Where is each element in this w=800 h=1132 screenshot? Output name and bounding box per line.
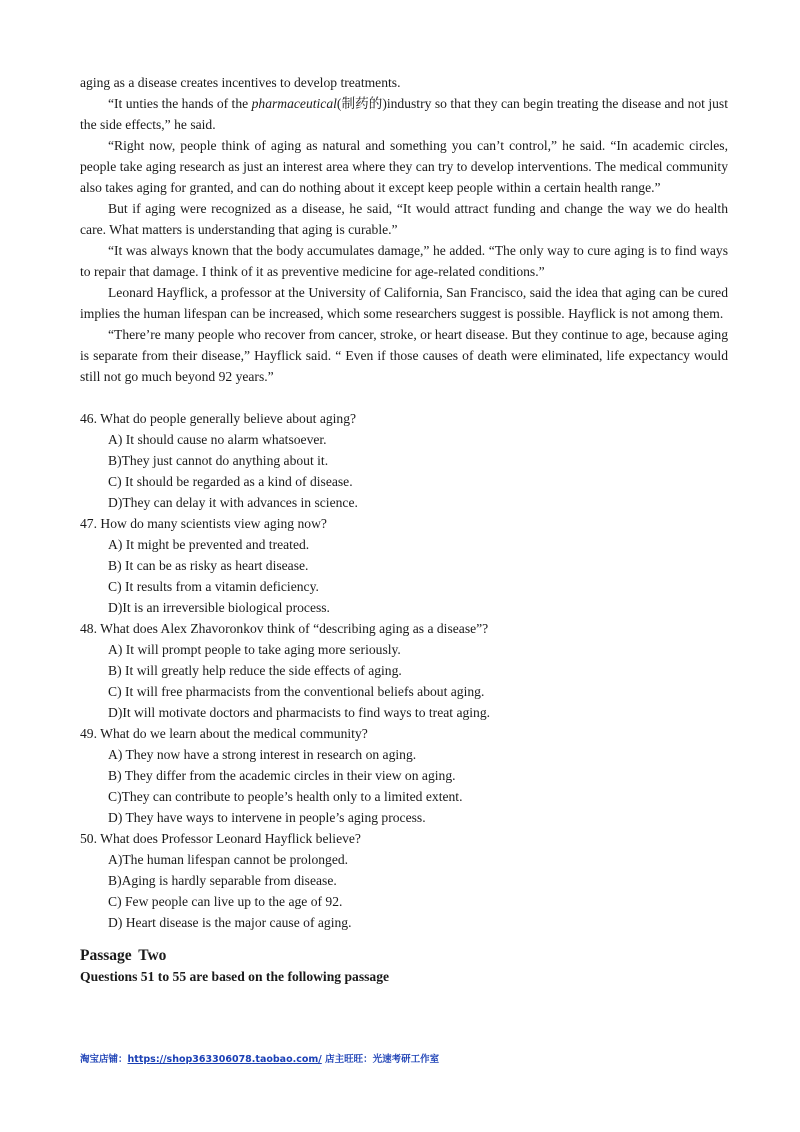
option-d: D)It is an irreversible biological process. xyxy=(108,600,330,615)
option-b: B)Aging is hardly separable from disease. xyxy=(108,873,337,888)
option-a: A)The human lifespan cannot be prolonged. xyxy=(108,852,349,867)
option-b: B) They differ from the academic circles in their view on aging. xyxy=(108,768,456,783)
option-a: A) It should cause no alarm whatsoever. xyxy=(108,432,327,447)
option-c: C)They can contribute to people’s health only to a limited extent. xyxy=(108,789,463,804)
footer-owner: 店主旺旺：光速考研工作室 xyxy=(321,1054,440,1065)
passage-paragraph-1 xyxy=(80,93,728,135)
passage-paragraph-6: “There’re many people who recover from cancer, stroke, or heart disease. But they continue to age, because aging is separate from their disease,” Hayflick said. “ Even if those causes of death were eliminated, life expectancy would still not go much beyond 92 years.” xyxy=(80,327,728,384)
passage-paragraph-4: “It was always known that the body accumulates damage,” he added. “The only way to cure aging is to find ways to repair that damage. I think of it as preventive medicine for age-related conditions.” xyxy=(80,243,728,279)
option-c: C) Few people can live up to the age of 92. xyxy=(108,894,343,909)
option-c: C) It will free pharmacists from the conventional beliefs about aging. xyxy=(108,684,485,699)
question-stem: 46. What do people generally believe about aging? xyxy=(80,411,357,426)
passage-paragraph-2: “Right now, people think of aging as natural and something you can’t control,” he said. “In academic circles, people take aging research as just an interest area where they can try to develop interventions. The medical community also takes aging for granted, and can do nothing about it except keep people within a certain health range.” xyxy=(80,138,728,195)
option-c: C) It results from a vitamin deficiency. xyxy=(108,579,319,594)
question-stem: 47. How do many scientists view aging now? xyxy=(80,516,327,531)
question-46 xyxy=(80,408,728,513)
option-d: D)They can delay it with advances in science. xyxy=(108,495,358,510)
footer-shop-info xyxy=(80,1051,439,1065)
option-b: B) It can be as risky as heart disease. xyxy=(108,558,309,573)
question-stem: 50. What does Professor Leonard Hayflick believe? xyxy=(80,831,361,846)
passage-paragraph-0: aging as a disease creates incentives to develop treatments. xyxy=(80,75,401,90)
passage-paragraph-3: But if aging were recognized as a disease, he said, “It would attract funding and change the way we do health care. What matters is understanding that aging is curable.” xyxy=(80,201,728,237)
italic-term: pharmaceutical xyxy=(251,96,337,111)
shop-link[interactable]: https://shop363306078.taobao.com/ xyxy=(127,1054,322,1065)
question-49 xyxy=(80,723,728,828)
page-content xyxy=(80,72,728,987)
option-c: C) It should be regarded as a kind of disease. xyxy=(108,474,353,489)
question-stem: 48. What does Alex Zhavoronkov think of “describing aging as a disease”? xyxy=(80,621,489,636)
option-d: D) Heart disease is the major cause of aging. xyxy=(108,915,352,930)
question-48 xyxy=(80,618,728,723)
passage-paragraph-5: Leonard Hayflick, a professor at the University of California, San Francisco, said the idea that aging can be cured implies the human lifespan can be increased, which some researchers suggest is possible. Hayflick is not among them. xyxy=(80,285,728,321)
section-title: Passage Two xyxy=(80,947,167,964)
option-a: A) It will prompt people to take aging more seriously. xyxy=(108,642,401,657)
paragraph-text: (制药的)industry so that they can begin treating the disease and not just the side effects,” he said. xyxy=(80,96,729,132)
option-b: B) It will greatly help reduce the side effects of aging. xyxy=(108,663,402,678)
footer-label: 淘宝店铺： xyxy=(80,1054,128,1065)
option-d: D) They have ways to intervene in people’s aging process. xyxy=(108,810,426,825)
option-a: A) They now have a strong interest in research on aging. xyxy=(108,747,417,762)
question-47 xyxy=(80,513,728,618)
option-b: B)They just cannot do anything about it. xyxy=(108,453,329,468)
section-subtitle: Questions 51 to 55 are based on the following passage xyxy=(80,969,390,984)
option-a: A) It might be prevented and treated. xyxy=(108,537,310,552)
question-stem: 49. What do we learn about the medical community? xyxy=(80,726,368,741)
option-d: D)It will motivate doctors and pharmacists to find ways to treat aging. xyxy=(108,705,491,720)
spacer xyxy=(80,387,728,408)
paragraph-text: “It unties the hands of the xyxy=(108,96,252,111)
question-50 xyxy=(80,828,728,933)
